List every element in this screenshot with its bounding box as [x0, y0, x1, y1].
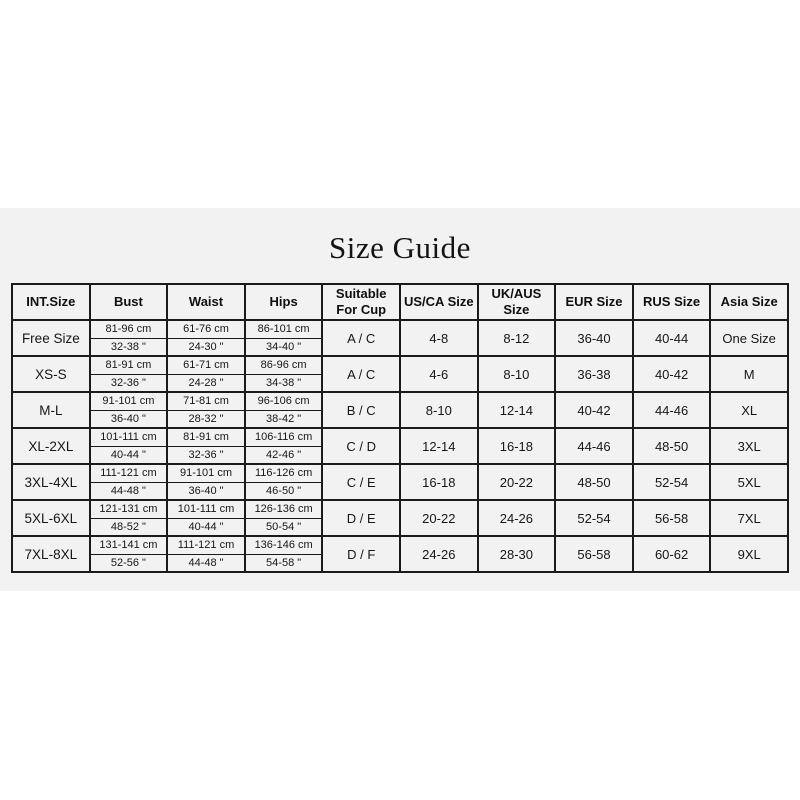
- us-ca-cell: 16-18: [400, 464, 478, 500]
- hips-cm-cell: 106-116 cm: [245, 428, 323, 446]
- waist-in-cell: 36-40 ": [167, 482, 245, 500]
- hips-in-cell: 34-40 ": [245, 338, 323, 356]
- waist-in-cell: 40-44 ": [167, 518, 245, 536]
- header-cup: Suitable For Cup: [322, 284, 400, 320]
- us-ca-cell: 4-6: [400, 356, 478, 392]
- bust-cm-cell: 81-96 cm: [90, 320, 168, 338]
- waist-in-cell: 44-48 ": [167, 554, 245, 572]
- cup-cell: D / E: [322, 500, 400, 536]
- us-ca-cell: 12-14: [400, 428, 478, 464]
- hips-in-cell: 42-46 ": [245, 446, 323, 464]
- int-size-cell: XS-S: [12, 356, 90, 392]
- cup-cell: D / F: [322, 536, 400, 572]
- hips-cm-cell: 86-101 cm: [245, 320, 323, 338]
- header-asia: Asia Size: [710, 284, 788, 320]
- rus-cell: 60-62: [633, 536, 711, 572]
- waist-cm-cell: 61-71 cm: [167, 356, 245, 374]
- bust-cm-cell: 91-101 cm: [90, 392, 168, 410]
- waist-cm-cell: 61-76 cm: [167, 320, 245, 338]
- hips-in-cell: 46-50 ": [245, 482, 323, 500]
- uk-aus-cell: 8-12: [478, 320, 556, 356]
- bust-in-cell: 32-38 ": [90, 338, 168, 356]
- eur-cell: 52-54: [555, 500, 633, 536]
- asia-cell: 3XL: [710, 428, 788, 464]
- rus-cell: 40-42: [633, 356, 711, 392]
- uk-aus-cell: 24-26: [478, 500, 556, 536]
- asia-cell: M: [710, 356, 788, 392]
- bust-in-cell: 36-40 ": [90, 410, 168, 428]
- hips-in-cell: 38-42 ": [245, 410, 323, 428]
- eur-cell: 36-40: [555, 320, 633, 356]
- int-size-cell: 7XL-8XL: [12, 536, 90, 572]
- uk-aus-cell: 20-22: [478, 464, 556, 500]
- bust-in-cell: 44-48 ": [90, 482, 168, 500]
- bust-cm-cell: 111-121 cm: [90, 464, 168, 482]
- bust-in-cell: 40-44 ": [90, 446, 168, 464]
- header-bust: Bust: [90, 284, 168, 320]
- hips-cm-cell: 136-146 cm: [245, 536, 323, 554]
- header-uk-aus: UK/AUS Size: [478, 284, 556, 320]
- uk-aus-cell: 28-30: [478, 536, 556, 572]
- bust-in-cell: 52-56 ": [90, 554, 168, 572]
- us-ca-cell: 20-22: [400, 500, 478, 536]
- uk-aus-cell: 12-14: [478, 392, 556, 428]
- asia-cell: XL: [710, 392, 788, 428]
- asia-cell: One Size: [710, 320, 788, 356]
- waist-cm-cell: 101-111 cm: [167, 500, 245, 518]
- eur-cell: 36-38: [555, 356, 633, 392]
- cup-cell: B / C: [322, 392, 400, 428]
- rus-cell: 48-50: [633, 428, 711, 464]
- waist-in-cell: 24-30 ": [167, 338, 245, 356]
- us-ca-cell: 8-10: [400, 392, 478, 428]
- int-size-cell: Free Size: [12, 320, 90, 356]
- header-rus: RUS Size: [633, 284, 711, 320]
- eur-cell: 56-58: [555, 536, 633, 572]
- header-waist: Waist: [167, 284, 245, 320]
- size-guide-panel: [0, 208, 800, 591]
- header-eur: EUR Size: [555, 284, 633, 320]
- asia-cell: 5XL: [710, 464, 788, 500]
- header-int-size: INT.Size: [12, 284, 90, 320]
- size-row-cm: [12, 392, 788, 410]
- bust-in-cell: 32-36 ": [90, 374, 168, 392]
- size-row-cm: [12, 356, 788, 374]
- us-ca-cell: 24-26: [400, 536, 478, 572]
- rus-cell: 40-44: [633, 320, 711, 356]
- bust-cm-cell: 121-131 cm: [90, 500, 168, 518]
- waist-in-cell: 24-28 ": [167, 374, 245, 392]
- size-guide-title: Size Guide: [329, 230, 471, 265]
- hips-in-cell: 34-38 ": [245, 374, 323, 392]
- hips-cm-cell: 116-126 cm: [245, 464, 323, 482]
- uk-aus-cell: 16-18: [478, 428, 556, 464]
- int-size-cell: 3XL-4XL: [12, 464, 90, 500]
- us-ca-cell: 4-8: [400, 320, 478, 356]
- size-row-cm: [12, 500, 788, 518]
- cup-cell: C / E: [322, 464, 400, 500]
- bust-cm-cell: 101-111 cm: [90, 428, 168, 446]
- waist-cm-cell: 111-121 cm: [167, 536, 245, 554]
- uk-aus-cell: 8-10: [478, 356, 556, 392]
- eur-cell: 44-46: [555, 428, 633, 464]
- hips-cm-cell: 86-96 cm: [245, 356, 323, 374]
- rus-cell: 52-54: [633, 464, 711, 500]
- eur-cell: 48-50: [555, 464, 633, 500]
- int-size-cell: XL-2XL: [12, 428, 90, 464]
- int-size-cell: M-L: [12, 392, 90, 428]
- waist-cm-cell: 81-91 cm: [167, 428, 245, 446]
- cup-cell: C / D: [322, 428, 400, 464]
- header-us-ca: US/CA Size: [400, 284, 478, 320]
- bust-cm-cell: 131-141 cm: [90, 536, 168, 554]
- bust-cm-cell: 81-91 cm: [90, 356, 168, 374]
- asia-cell: 7XL: [710, 500, 788, 536]
- bust-in-cell: 48-52 ": [90, 518, 168, 536]
- waist-in-cell: 32-36 ": [167, 446, 245, 464]
- cup-cell: A / C: [322, 320, 400, 356]
- waist-cm-cell: 71-81 cm: [167, 392, 245, 410]
- cup-cell: A / C: [322, 356, 400, 392]
- header-row: [12, 284, 788, 320]
- int-size-cell: 5XL-6XL: [12, 500, 90, 536]
- asia-cell: 9XL: [710, 536, 788, 572]
- hips-in-cell: 54-58 ": [245, 554, 323, 572]
- eur-cell: 40-42: [555, 392, 633, 428]
- size-row-cm: [12, 428, 788, 446]
- waist-in-cell: 28-32 ": [167, 410, 245, 428]
- size-row-cm: [12, 464, 788, 482]
- size-guide-table: [11, 283, 789, 573]
- hips-in-cell: 50-54 ": [245, 518, 323, 536]
- waist-cm-cell: 91-101 cm: [167, 464, 245, 482]
- rus-cell: 56-58: [633, 500, 711, 536]
- size-row-cm: [12, 320, 788, 338]
- hips-cm-cell: 96-106 cm: [245, 392, 323, 410]
- rus-cell: 44-46: [633, 392, 711, 428]
- header-hips: Hips: [245, 284, 323, 320]
- hips-cm-cell: 126-136 cm: [245, 500, 323, 518]
- size-row-cm: [12, 536, 788, 554]
